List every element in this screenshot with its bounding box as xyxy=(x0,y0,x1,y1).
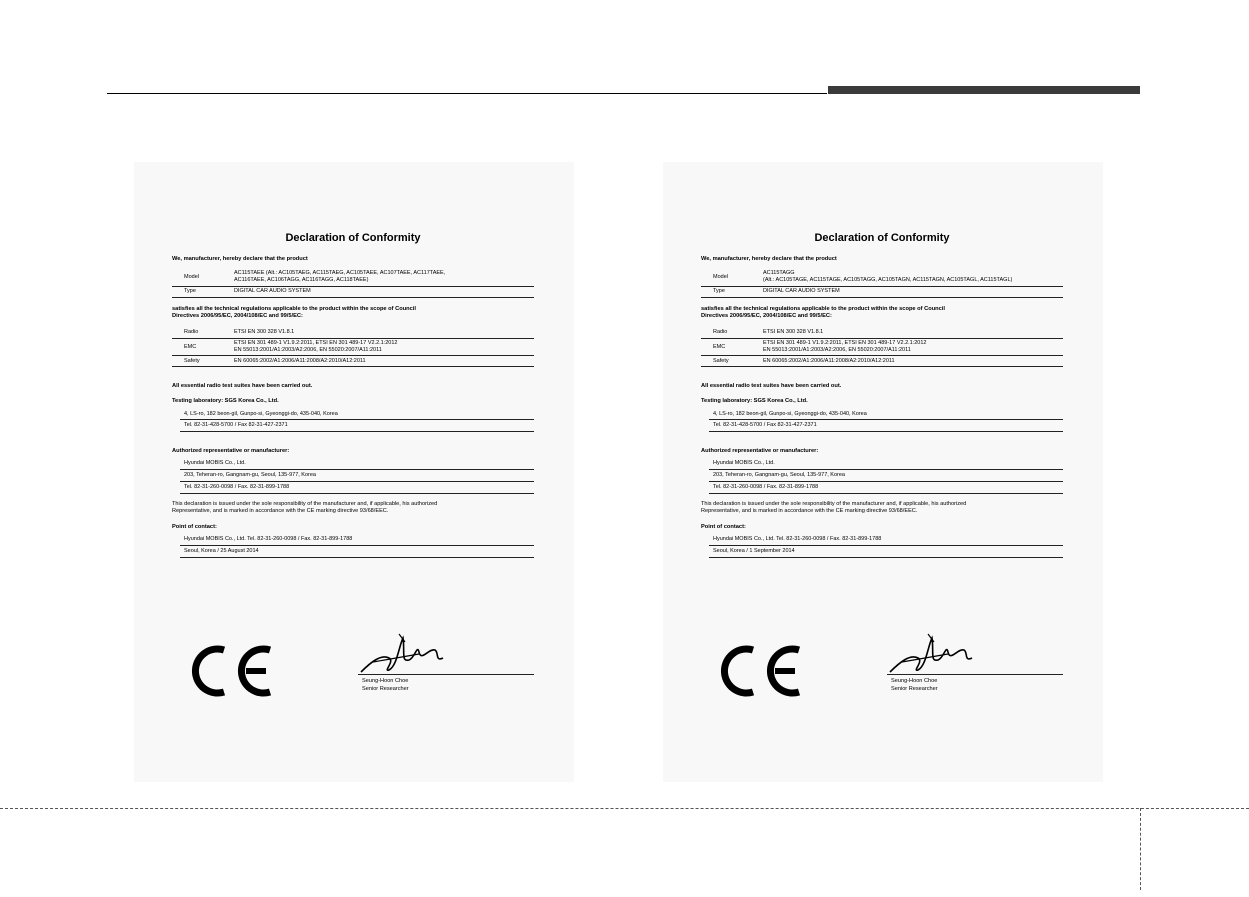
poc-contact: Hyundai MOBIS Co., Ltd. Tel. 82-31-260-0098 / Fax. 82-31-899-1788 xyxy=(180,534,534,546)
emc-line: EN 55013:2001/A1:2003/A2:2006, EN 55020:2007/A11:2011 xyxy=(763,347,911,353)
type-row xyxy=(172,286,534,297)
satisfies-line: satisfies all the technical regulations applicable to the product within the scope of Council xyxy=(701,305,945,312)
signature-icon xyxy=(888,632,976,678)
emc-line: ETSI EN 301 489-1 V1.9.2:2011, ETSI EN 301 489-17 V2.2.1:2012 xyxy=(763,340,927,347)
rep-heading: Authorized representative or manufacturer: xyxy=(701,448,819,455)
declaration-text xyxy=(701,501,1063,515)
satisfies-line: Directives 2006/95/EC, 2004/108/EC and 99/5/EC: xyxy=(701,312,832,319)
standards-table xyxy=(172,328,534,368)
type-label: Type xyxy=(172,286,232,297)
intro-text: We, manufacturer, hereby declare that the product xyxy=(172,255,308,262)
poc-block xyxy=(701,534,1063,558)
rep-address: 203, Teheran-ro, Gangnam-gu, Seoul, 135-977, Korea xyxy=(709,470,1063,482)
essential-text: All essential radio test suites have been carried out. xyxy=(172,383,313,390)
safety-value: EN 60065:2002/A1:2006/A11:2008/A2:2010/A12:2011 xyxy=(232,356,534,367)
radio-row xyxy=(172,328,534,338)
signatory-name: Seung-Hoon Choe xyxy=(891,678,938,684)
document-title: Declaration of Conformity xyxy=(285,232,421,244)
safety-value: EN 60065:2002/A1:2006/A11:2008/A2:2010/A12:2011 xyxy=(761,356,1063,367)
signatory-title: Senior Researcher xyxy=(362,685,409,692)
product-table xyxy=(701,269,1063,298)
model-row xyxy=(172,269,534,286)
standards-table xyxy=(701,328,1063,368)
radio-row xyxy=(701,328,1063,338)
emc-line: EN 55013:2001/A1:2003/A2:2006, EN 55020:2007/A11:2011 xyxy=(234,347,382,353)
type-value: DIGITAL CAR AUDIO SYSTEM xyxy=(232,286,534,297)
declaration-line: Representative, and is marked in accordance with the CE marking directive 93/68/EEC. xyxy=(701,507,918,514)
emc-row xyxy=(172,338,534,356)
model-label: Model xyxy=(701,269,761,286)
declaration-line: Representative, and is marked in accordance with the CE marking directive 93/68/EEC. xyxy=(172,507,389,514)
poc-heading: Point of contact: xyxy=(701,523,746,530)
type-value: DIGITAL CAR AUDIO SYSTEM xyxy=(761,286,1063,297)
ce-mark-icon xyxy=(713,644,805,698)
header-rule xyxy=(107,93,827,94)
declaration-document-right xyxy=(663,162,1103,782)
rep-name: Hyundai MOBIS Co., Ltd. xyxy=(180,458,534,470)
rep-block xyxy=(172,458,534,494)
emc-line: ETSI EN 301 489-1 V1.9.2:2011, ETSI EN 301 489-17 V2.2.1:2012 xyxy=(234,340,398,347)
rep-phone: Tel. 82-31-260-0098 / Fax. 82-31-899-1788 xyxy=(180,482,534,494)
poc-contact: Hyundai MOBIS Co., Ltd. Tel. 82-31-260-0098 / Fax. 82-31-899-1788 xyxy=(709,534,1063,546)
safety-label: Safety xyxy=(701,356,761,367)
model-line: (Alt.: AC105TAGE, AC115TAGE, AC105TAGG, AC105TAGN, AC115TAGN, AC105TAGL, AC115TAGL) xyxy=(763,277,1013,284)
lab-phone: Tel. 82-31-428-5700 / Fax 82-31-427-2371 xyxy=(180,420,534,432)
lab-heading: Testing laboratory: SGS Korea Co., Ltd. xyxy=(172,398,279,405)
satisfies-line: Directives 2006/95/EC, 2004/108/EC and 99/5/EC: xyxy=(172,312,303,319)
safety-row xyxy=(701,356,1063,367)
satisfies-text xyxy=(701,306,1063,320)
rep-address: 203, Teheran-ro, Gangnam-gu, Seoul, 135-977, Korea xyxy=(180,470,534,482)
type-row xyxy=(701,286,1063,297)
declaration-text xyxy=(172,501,534,515)
lab-block xyxy=(701,409,1063,433)
radio-label: Radio xyxy=(701,328,761,338)
model-row xyxy=(701,269,1063,286)
model-line: AC115TAEE (Alt.: AC105TAEG, AC115TAEG, AC105TAEE, AC107TAEE, AC117TAEE, xyxy=(234,270,446,277)
essential-text: All essential radio test suites have been carried out. xyxy=(701,383,842,390)
lab-address: 4, LS-ro, 182 beon-gil, Gunpo-si, Gyeonggi-do, 435-040, Korea xyxy=(709,409,1063,421)
signatory xyxy=(891,678,938,693)
place-date: Seoul, Korea / 25 August 2014 xyxy=(180,546,534,558)
model-value xyxy=(761,269,1063,286)
signatory xyxy=(362,678,409,693)
document-title: Declaration of Conformity xyxy=(814,232,950,244)
model-line: AC116TAEE, AC106TAGG, AC116TAGG, AC118TAEE) xyxy=(234,277,369,284)
satisfies-line: satisfies all the technical regulations applicable to the product within the scope of Council xyxy=(172,305,416,312)
lab-phone: Tel. 82-31-428-5700 / Fax 82-31-427-2371 xyxy=(709,420,1063,432)
declaration-line: This declaration is issued under the sole responsibility of the manufacturer and, if applicable, his authorized xyxy=(172,501,438,507)
declaration-document-left xyxy=(134,162,574,782)
emc-value xyxy=(232,338,534,356)
emc-label: EMC xyxy=(701,338,761,356)
signature-line xyxy=(887,674,1063,675)
intro-text: We, manufacturer, hereby declare that the product xyxy=(701,255,837,262)
model-label: Model xyxy=(172,269,232,286)
product-table xyxy=(172,269,534,298)
signature-line xyxy=(358,674,534,675)
safety-row xyxy=(172,356,534,367)
type-label: Type xyxy=(701,286,761,297)
rep-heading: Authorized representative or manufacturer: xyxy=(172,448,290,455)
declaration-line: This declaration is issued under the sole responsibility of the manufacturer and, if applicable, his authorized xyxy=(701,501,967,507)
signatory-title: Senior Researcher xyxy=(891,685,938,692)
emc-label: EMC xyxy=(172,338,232,356)
page-footer-dashed-rule xyxy=(0,808,1249,809)
satisfies-text xyxy=(172,306,534,320)
lab-address: 4, LS-ro, 182 beon-gil, Gunpo-si, Gyeonggi-do, 435-040, Korea xyxy=(180,409,534,421)
lab-block xyxy=(172,409,534,433)
rep-phone: Tel. 82-31-260-0098 / Fax. 82-31-899-1788 xyxy=(709,482,1063,494)
rep-block xyxy=(701,458,1063,494)
page-footer-dashed-divider xyxy=(1140,808,1141,890)
poc-block xyxy=(172,534,534,558)
lab-heading: Testing laboratory: SGS Korea Co., Ltd. xyxy=(701,398,808,405)
ce-mark-icon xyxy=(184,644,276,698)
radio-value: ETSI EN 300 328 V1.8.1 xyxy=(761,328,1063,338)
header-bar xyxy=(828,86,1140,94)
signatory-name: Seung-Hoon Choe xyxy=(362,678,409,684)
rep-name: Hyundai MOBIS Co., Ltd. xyxy=(709,458,1063,470)
emc-value xyxy=(761,338,1063,356)
signature-icon xyxy=(359,632,447,678)
emc-row xyxy=(701,338,1063,356)
model-line: AC115TAGG xyxy=(763,270,795,277)
model-value xyxy=(232,269,534,286)
radio-value: ETSI EN 300 328 V1.8.1 xyxy=(232,328,534,338)
place-date: Seoul, Korea / 1 September 2014 xyxy=(709,546,1063,558)
safety-label: Safety xyxy=(172,356,232,367)
radio-label: Radio xyxy=(172,328,232,338)
poc-heading: Point of contact: xyxy=(172,523,217,530)
